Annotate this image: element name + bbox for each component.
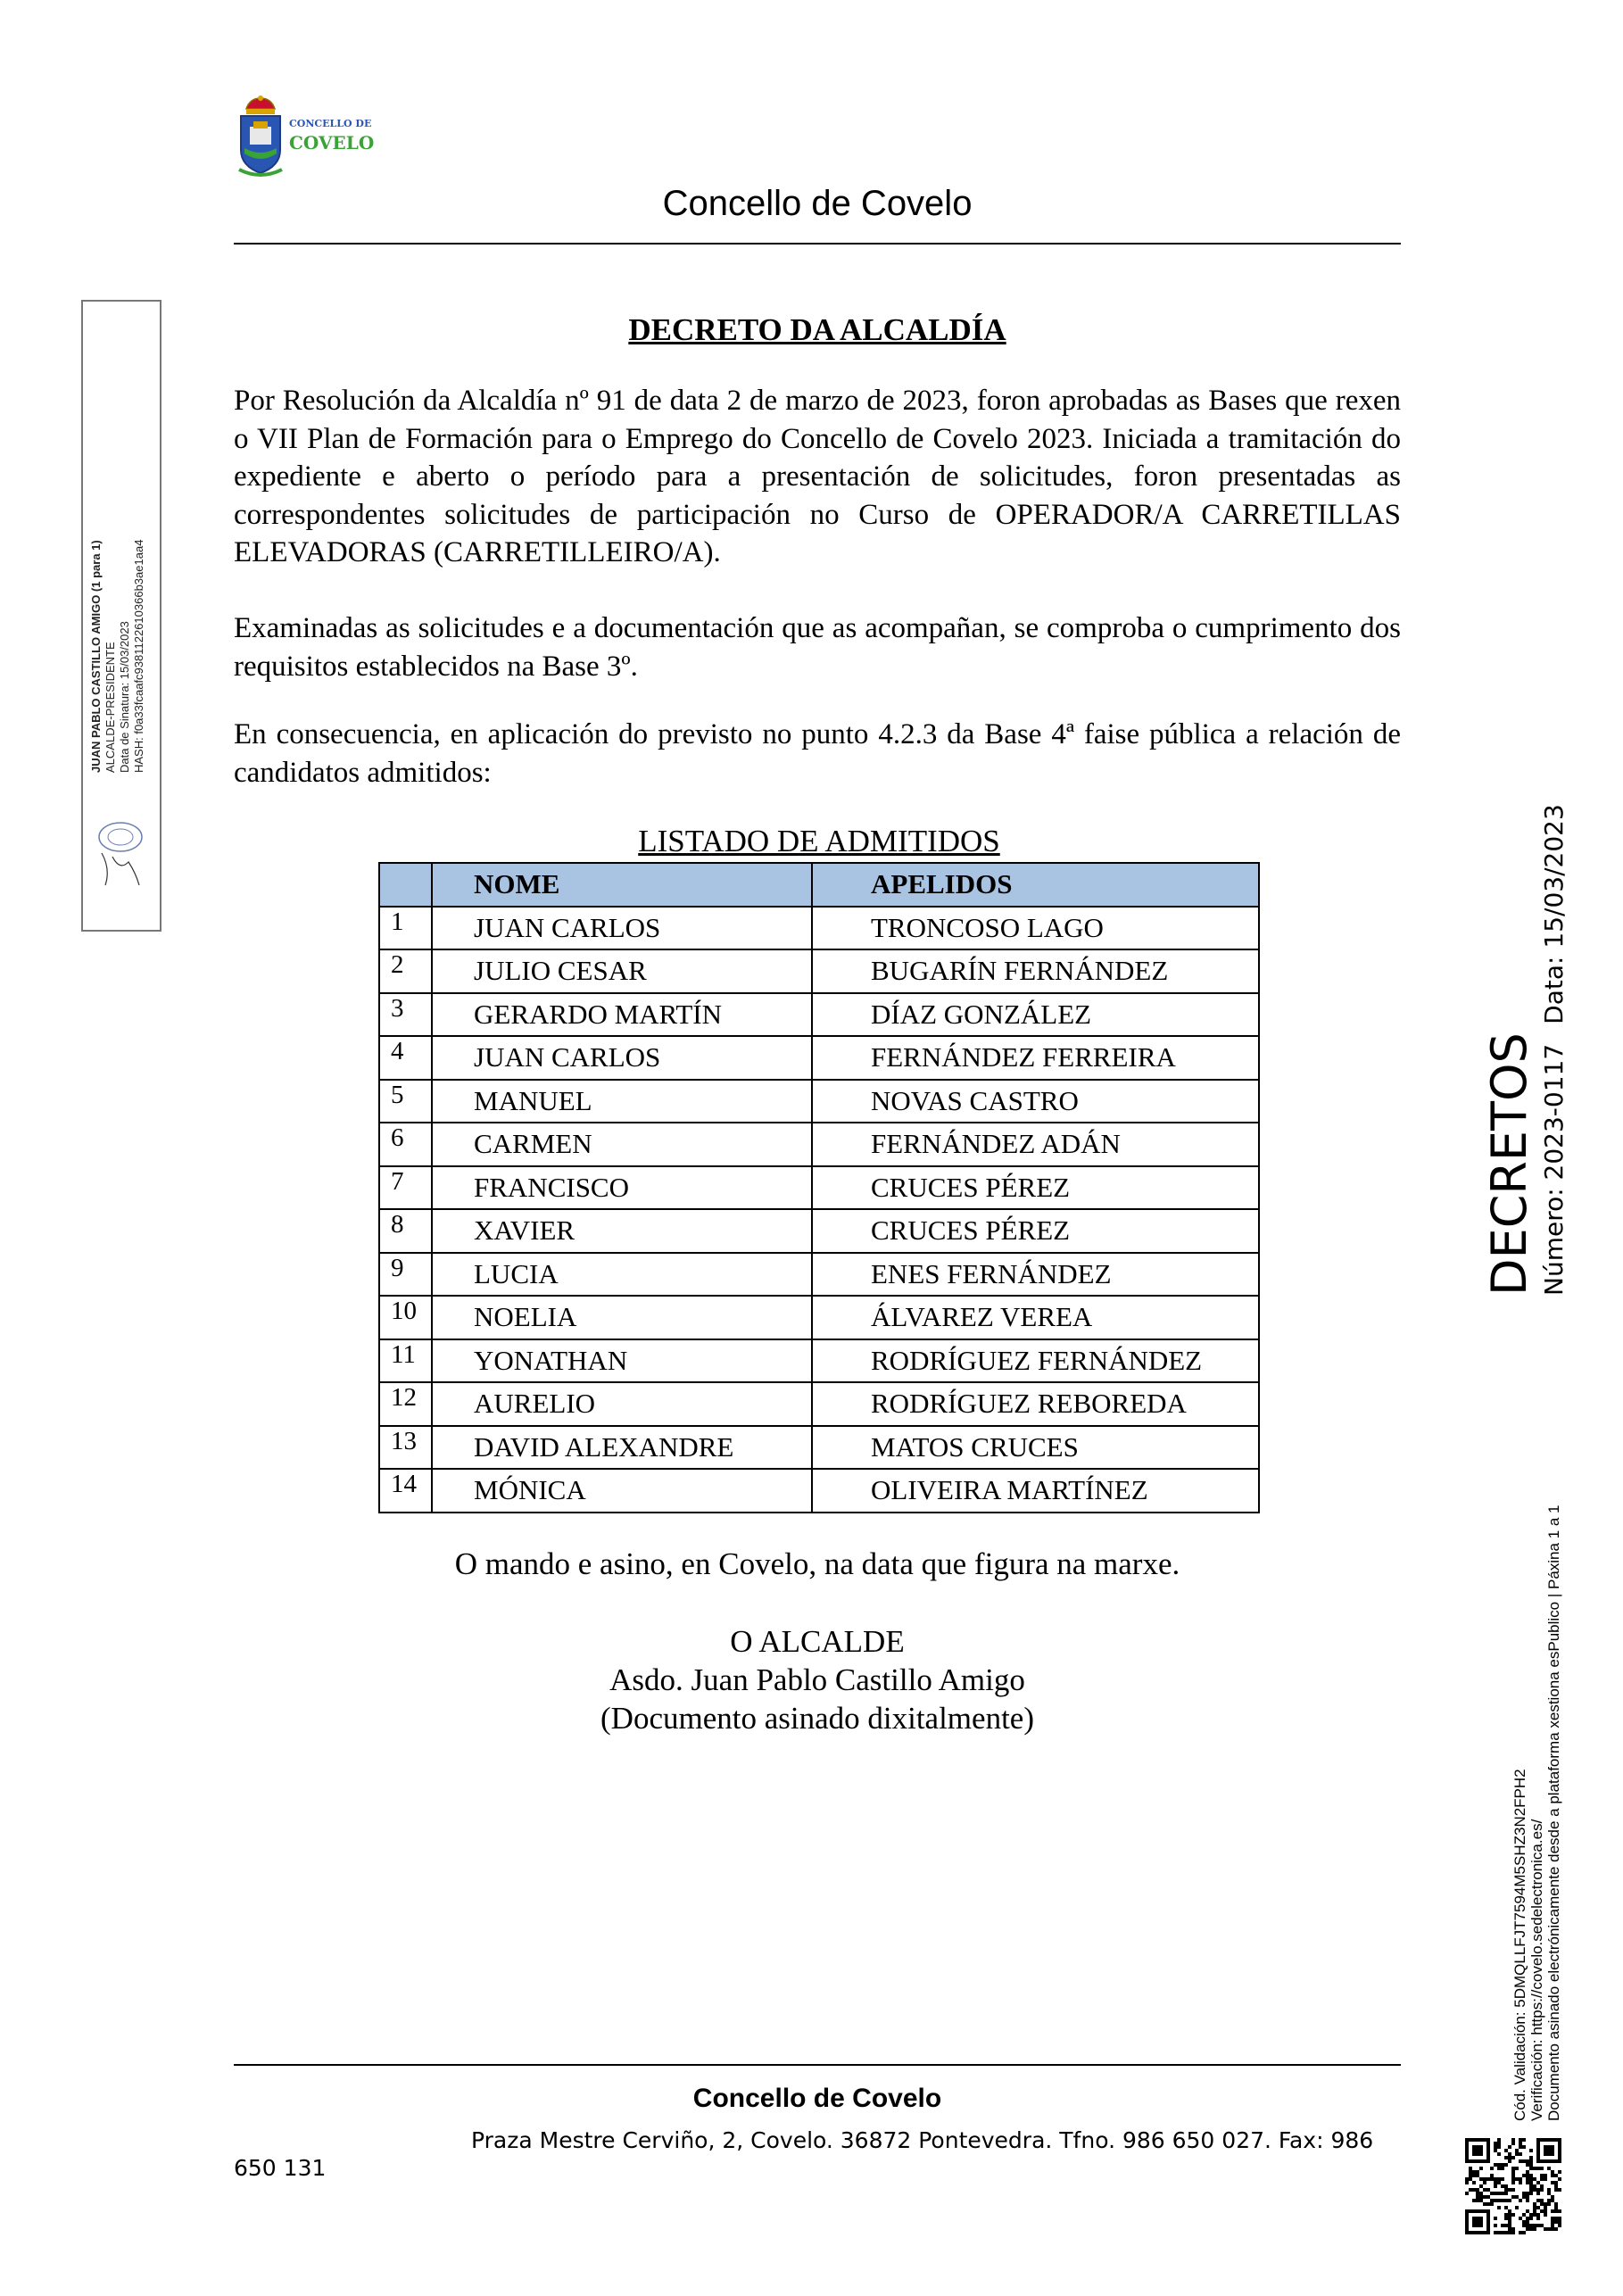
row-number: 3 <box>379 993 432 1037</box>
candidate-name: CARMEN <box>432 1123 812 1166</box>
column-header-surname: APELIDOS <box>812 863 1259 907</box>
candidate-name: JULIO CESAR <box>432 949 812 993</box>
table-row <box>379 1123 1259 1166</box>
stamp-label: DECRETOS <box>1481 1032 1537 1296</box>
candidate-surname: CRUCES PÉREZ <box>812 1166 1259 1210</box>
candidate-surname: RODRÍGUEZ REBOREDA <box>812 1382 1259 1426</box>
row-number: 5 <box>379 1080 432 1123</box>
table-row <box>379 1036 1259 1080</box>
table-row <box>379 1382 1259 1426</box>
row-number: 10 <box>379 1296 432 1339</box>
signature-seal-icon <box>93 817 148 889</box>
candidate-surname: ENES FERNÁNDEZ <box>812 1253 1259 1297</box>
signer-name: Asdo. Juan Pablo Castillo Amigo <box>609 1662 1025 1697</box>
row-number: 8 <box>379 1209 432 1253</box>
table-row <box>379 1253 1259 1297</box>
candidate-name: DAVID ALEXANDRE <box>432 1426 812 1470</box>
body-paragraph: Examinadas as solicitudes e a documentación que as acompañan, se comproba o cumprimento dos requisitos establecidos na Base 3º. <box>234 612 1401 683</box>
signature-block <box>234 1622 1401 1737</box>
signature-line: ALCALDE-PRESIDENTE <box>104 642 117 773</box>
row-number: 6 <box>379 1123 432 1166</box>
decree-title: DECRETO DA ALCALDÍA <box>628 312 1006 347</box>
validation-line: Verificación: https://covelo.sedelectronica.es/ <box>1528 1819 1545 2121</box>
column-header-name: NOME <box>432 863 812 907</box>
candidate-name: AURELIO <box>432 1382 812 1426</box>
validation-info <box>1511 1504 1562 2121</box>
candidate-name: JUAN CARLOS <box>432 1036 812 1080</box>
row-number: 4 <box>379 1036 432 1080</box>
candidate-surname: MATOS CRUCES <box>812 1426 1259 1470</box>
admitted-table <box>378 862 1260 1513</box>
table-row <box>379 1209 1259 1253</box>
logo-text-bottom: COVELO <box>289 132 375 153</box>
row-number: 2 <box>379 949 432 993</box>
row-number: 13 <box>379 1426 432 1470</box>
signature-line: HASH: f0a33fcaafc9381122610366b3ae1aa4 <box>132 539 145 773</box>
list-title: LISTADO DE ADMITIDOS <box>638 824 1000 858</box>
row-number: 12 <box>379 1382 432 1426</box>
table-row <box>379 1296 1259 1339</box>
table-row <box>379 1426 1259 1470</box>
candidate-name: NOELIA <box>432 1296 812 1339</box>
page-title: Concello de Covelo <box>662 184 973 223</box>
candidate-surname: BUGARÍN FERNÁNDEZ <box>812 949 1259 993</box>
candidate-surname: OLIVEIRA MARTÍNEZ <box>812 1469 1259 1513</box>
candidate-surname: NOVAS CASTRO <box>812 1080 1259 1123</box>
candidate-name: LUCIA <box>432 1253 812 1297</box>
candidate-name: MÓNICA <box>432 1469 812 1513</box>
candidate-name: XAVIER <box>432 1209 812 1253</box>
candidate-surname: RODRÍGUEZ FERNÁNDEZ <box>812 1339 1259 1383</box>
signer-role: O ALCALDE <box>730 1624 905 1659</box>
signature-line: Data de Sinatura: 15/03/2023 <box>118 621 131 773</box>
signature-line: JUAN PABLO CASTILLO AMIGO (1 para 1) <box>89 540 103 773</box>
body-paragraph: En consecuencia, en aplicación do previsto no punto 4.2.3 da Base 4ª faise pública a relación de candidatos admitidos: <box>234 718 1401 789</box>
table-row <box>379 993 1259 1037</box>
stamp-number: Número: 2023-0117 <box>1539 1043 1569 1296</box>
validation-line: Documento asinado electrónicamente desde a plataforma xestiona esPublico | Páxina 1 a 1 <box>1545 1504 1562 2121</box>
footer-title: Concello de Covelo <box>692 2084 942 2113</box>
decree-stamp <box>1481 804 1570 1296</box>
candidate-name: MANUEL <box>432 1080 812 1123</box>
row-number: 9 <box>379 1253 432 1297</box>
candidate-surname: TRONCOSO LAGO <box>812 907 1259 950</box>
column-header-number <box>379 863 432 907</box>
body-paragraph: Por Resolución da Alcaldía nº 91 de data 2 de marzo de 2023, foron aprobadas as Bases que rexen o VII Plan de Formación para o Emprego do Concello de Covelo 2023. Iniciada a tramitación do expediente e aberto o período para a presentación de solicitudes, foron presentadas as correspondentes solicitudes de participación no Curso de OPERADOR/A CARRETILLAS ELEVADORAS (CARRETILLEIRO/A). <box>234 385 1401 569</box>
signature-info <box>89 540 146 773</box>
closing-text: O mando e asino, en Covelo, na data que figura na marxe. <box>454 1546 1180 1581</box>
candidate-surname: FERNÁNDEZ ADÁN <box>812 1123 1259 1166</box>
table-header-row <box>379 863 1259 907</box>
row-number: 7 <box>379 1166 432 1210</box>
candidate-name: GERARDO MARTÍN <box>432 993 812 1037</box>
validation-line: Cód. Validación: 5DMQLLFJT7594M5SHZ3N2FPH2 <box>1511 1769 1528 2121</box>
candidate-surname: DÍAZ GONZÁLEZ <box>812 993 1259 1037</box>
candidate-name: YONATHAN <box>432 1339 812 1383</box>
row-number: 11 <box>379 1339 432 1383</box>
logo-text-top: CONCELLO DE <box>289 118 372 129</box>
footer-address-continued: 650 131 <box>234 2155 327 2181</box>
qr-code-icon[interactable] <box>1465 2138 1561 2234</box>
candidate-surname: ÁLVAREZ VEREA <box>812 1296 1259 1339</box>
table-row <box>379 1339 1259 1383</box>
table-row <box>379 1080 1259 1123</box>
candidate-name: FRANCISCO <box>432 1166 812 1210</box>
row-number: 1 <box>379 907 432 950</box>
stamp-date: Data: 15/03/2023 <box>1539 804 1569 1024</box>
table-row <box>379 1166 1259 1210</box>
candidate-surname: CRUCES PÉREZ <box>812 1209 1259 1253</box>
table-row <box>379 1469 1259 1513</box>
table-row <box>379 949 1259 993</box>
candidate-name: JUAN CARLOS <box>432 907 812 950</box>
footer-divider <box>234 2064 1401 2066</box>
header-divider <box>234 243 1401 245</box>
table-row <box>379 907 1259 950</box>
row-number: 14 <box>379 1469 432 1513</box>
signer-note: (Documento asinado dixitalmente) <box>600 1701 1034 1736</box>
concello-logo <box>234 95 394 180</box>
footer-address: Praza Mestre Cerviño, 2, Covelo. 36872 Pontevedra. Tfno. 986 650 027. Fax: 986 <box>471 2127 1374 2153</box>
candidate-surname: FERNÁNDEZ FERREIRA <box>812 1036 1259 1080</box>
